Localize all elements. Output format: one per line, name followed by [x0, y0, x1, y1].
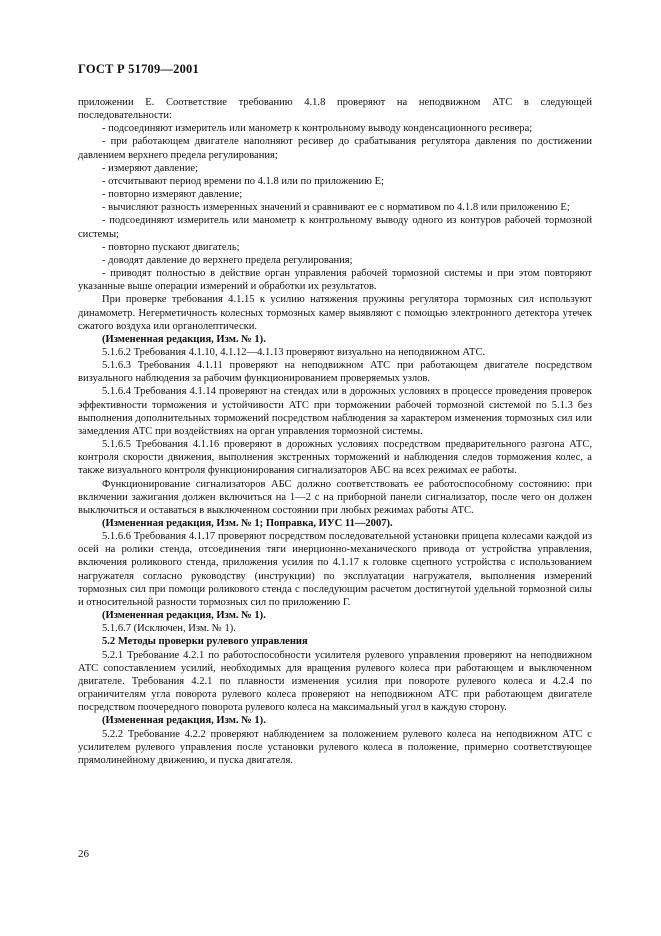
clause-5-2-2: 5.2.2 Требование 4.2.2 проверяют наблюдением за положением рулевого колеса на неподвижном АТС с усилителем рулевого управления после установки рулевого колеса в положение, примерно соответствующее прямолинейному движению, и пуска двигателя.: [78, 728, 592, 766]
section-heading: 5.2 Методы проверки рулевого управления: [102, 636, 308, 648]
document-body: [78, 96, 592, 767]
amendment-note: (Измененная редакция, Изм. № 1).: [102, 715, 266, 727]
list-item: - подсоединяют измеритель или манометр к контрольному выводу конденсационного ресивера;: [102, 123, 533, 135]
list-item: - при работающем двигателе наполняют ресивер до срабатывания регулятора давления по достижении давлением верхнего предела регулирования;: [78, 136, 592, 161]
amendment-note: (Измененная редакция, Изм. № 1).: [102, 333, 266, 345]
clause-5-1-6-6: 5.1.6.6 Требования 4.1.17 проверяют посредством последовательной установки прицепа колесами каждой из осей на ролики стенда, отсоединения тяги инерционно-механического привода от устройства управления, включения роликового стенда, приложения усилия по 4.1.17 к головке сцепного устройства с использованием нагружателя согласно руководству (инструкции) по эксплуатации нагружателя, выполнения измерений тормозных сил при помощи роликового стенда с последующим расчетом достигнутой удельной тормозной силы и относительной разности тормозных сил по приложению Г.: [78, 531, 592, 608]
document-header: ГОСТ Р 51709—2001: [78, 62, 199, 76]
paragraph: При проверке требования 4.1.15 к усилию натяжения пружины регулятора тормозных сил используют динамометр. Негерметичность колесных тормозных камер выявляют с помощью электронного детектора утечек сжатого воздуха или органолептически.: [78, 294, 592, 332]
list-item: - повторно измеряют давление;: [102, 189, 243, 201]
paragraph: приложении Е. Соответствие требованию 4.1.8 проверяют на неподвижном АТС в следующей последовательности:: [78, 97, 592, 122]
amendment-note: (Измененная редакция, Изм. № 1).: [102, 610, 266, 622]
list-item: - отсчитывают период времени по 4.1.8 или по приложению Е;: [102, 175, 384, 187]
clause-5-1-6-4: 5.1.6.4 Требования 4.1.14 проверяют на стендах или в дорожных условиях в процессе проведения проверок эффективности торможения и устойчивости АТС при торможении рабочей тормозной системой по 5.1.3 без выполнения дополнительных торможений посредством наблюдения за характером изменения тормозных сил или замедления АТС при воздействиях на орган управления тормозной системы.: [78, 386, 592, 437]
list-item: - вычисляют разность измеренных значений и сравнивают ее с нормативом по 4.1.8 или приложению Е;: [102, 202, 570, 214]
list-item: - подсоединяют измеритель или манометр к контрольному выводу одного из контуров рабочей тормозной системы;: [78, 215, 592, 240]
list-item: - приводят полностью в действие орган управления рабочей тормозной системы и при этом повторяют указанные выше операции измерений и обработки их результатов.: [78, 268, 592, 293]
clause-5-2-1: 5.2.1 Требование 4.2.1 по работоспособности усилителя рулевого управления проверяют на неподвижном АТС сопоставлением усилий, необходимых для вращения рулевого колеса при работающем и выключенном двигателе. Требования 4.2.1 по плавности изменения усилия при повороте рулевого колеса и 4.2.4 по ограничителям угла поворота рулевого колеса проверяют на неподвижном АТС при работающем двигателе посредством поочередного поворота рулевого колеса на максимальный угол в каждую сторону.: [78, 649, 592, 714]
clause-5-1-6-2: 5.1.6.2 Требования 4.1.10, 4.1.12—4.1.13 проверяют визуально на неподвижном АТС.: [102, 346, 486, 358]
paragraph: Функционирование сигнализаторов АБС должно соответствовать ее работоспособному состоянию: при включении зажигания должен включиться на 1—2 с на приборной панели сигнализатор, после чего он должен выключиться и оставаться в выключенном состоянии при любых режимах работы АТС.: [78, 478, 592, 516]
page-number: 26: [78, 848, 89, 860]
list-item: - измеряют давление;: [102, 162, 199, 174]
list-item: - доводят давление до верхнего предела регулирования;: [102, 254, 353, 266]
amendment-note: (Измененная редакция, Изм. № 1; Поправка, ИУС 11—2007).: [102, 518, 393, 529]
clause-5-1-6-3: 5.1.6.3 Требования 4.1.11 проверяют на неподвижном АТС при работающем двигателе посредством визуального наблюдения за рабочим функционированием проверяемых узлов.: [78, 360, 592, 385]
clause-5-1-6-7: 5.1.6.7 (Исключен, Изм. № 1).: [102, 623, 236, 635]
list-item: - повторно пускают двигатель;: [102, 241, 240, 253]
clause-5-1-6-5: 5.1.6.5 Требования 4.1.16 проверяют в дорожных условиях посредством предварительного разгона АТС, контроля скорости движения, выполнения экстренных торможений и наблюдения следов торможения колес, а также визуального контроля функционирования сигнализаторов АБС на всех режимах ее работы.: [78, 439, 592, 477]
